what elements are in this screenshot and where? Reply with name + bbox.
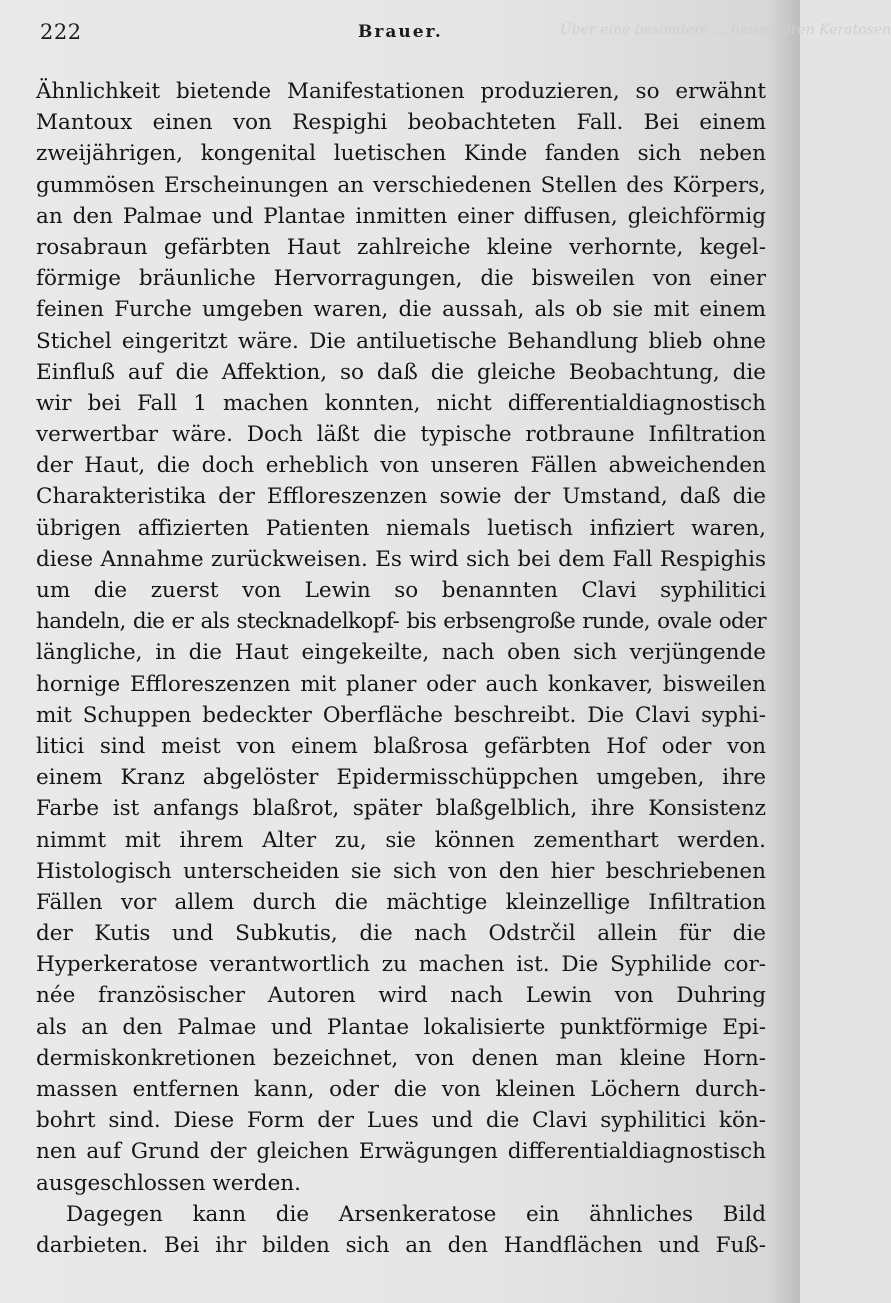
text-line: nimmt mit ihrem Alter zu, sie können zementhart werden.: [36, 827, 766, 853]
body-text: [36, 76, 766, 1261]
text-line: zweijährigen, kongenital luetischen Kinde fanden sich neben: [36, 141, 766, 167]
text-line: längliche, in die Haut eingekeilte, nach oben sich verjüngende: [36, 640, 766, 666]
text-line: litici sind meist von einem blaßrosa gefärbten Hof oder von: [36, 733, 766, 759]
text-line: Ähnlichkeit bietende Manifestationen produzieren, so erwähnt: [36, 79, 766, 104]
text-line: Farbe ist anfangs blaßrot, später blaßgelblich, ihre Konsistenz: [36, 796, 766, 822]
text-line: verwertbar wäre. Doch läßt die typische rotbraune Infiltration: [36, 422, 766, 448]
text-line: der Kutis und Subkutis, die nach Odstrčil allein für die: [36, 921, 766, 947]
running-head: [40, 16, 891, 50]
text-line: gummösen Erscheinungen an verschiedenen Stellen des Körpers,: [36, 172, 766, 198]
text-line: einem Kranz abgelöster Epidermisschüppchen umgeben, ihre: [36, 765, 766, 791]
text-line: Stichel eingeritzt wäre. Die antiluetische Behandlung blieb ohne: [36, 328, 766, 354]
text-line: an den Palmae und Plantae inmitten einer diffusen, gleichförmig: [36, 203, 766, 229]
text-line: nen auf Grund der gleichen Erwägungen differentialdiagnostisch: [36, 1139, 766, 1165]
text-line: mit Schuppen bedeckter Oberfläche beschreibt. Die Clavi syphi-: [36, 702, 766, 728]
text-line: née französischer Autoren wird nach Lewin von Duhring: [36, 983, 766, 1009]
bleed-through-text: Über eine besondere ... hereditären Keratosen: [560, 22, 891, 38]
text-line: hornige Effloreszenzen mit planer oder auch konkaver, bisweilen: [36, 671, 766, 697]
text-line: Fällen vor allem durch die mächtige kleinzellige Infiltration: [36, 889, 766, 915]
text-line: darbieten. Bei ihr bilden sich an den Handflächen und Fuß-: [36, 1232, 766, 1258]
text-line: handeln, die er als stecknadelkopf- bis erbsengroße runde, ovale oder: [36, 609, 766, 635]
text-line: förmige bräunliche Hervorragungen, die bisweilen von einer: [36, 266, 766, 292]
text-line: der Haut, die doch erheblich von unseren Fällen abweichenden: [36, 453, 766, 479]
text-line: Charakteristika der Effloreszenzen sowie der Umstand, daß die: [36, 484, 766, 510]
text-line: Hyperkeratose verantwortlich zu machen ist. Die Syphilide cor-: [36, 952, 766, 978]
text-line: wir bei Fall 1 machen konnten, nicht differentialdiagnostisch: [36, 390, 766, 416]
paragraph-end-line: ausgeschlossen werden.: [36, 1170, 301, 1196]
text-line: Histologisch unterscheiden sie sich von den hier beschriebenen: [36, 858, 766, 884]
text-line: übrigen affizierten Patienten niemals luetisch infiziert waren,: [36, 515, 766, 541]
running-head-author: Brauer.: [358, 22, 443, 42]
paragraph-start-line: Dagegen kann die Arsenkeratose ein ähnliches Bild: [66, 1201, 766, 1227]
text-line: um die zuerst von Lewin so benannten Clavi syphilitici: [36, 578, 766, 603]
text-line: feinen Furche umgeben waren, die aussah, als ob sie mit einem: [36, 297, 766, 323]
text-line: bohrt sind. Diese Form der Lues und die Clavi syphilitici kön-: [36, 1108, 766, 1134]
text-line: Einfluß auf die Affektion, so daß die gleiche Beobachtung, die: [36, 359, 766, 385]
text-line: dermiskonkretionen bezeichnet, von denen man kleine Horn-: [36, 1045, 766, 1071]
page-number: 222: [40, 20, 82, 44]
text-line: massen entfernen kann, oder die von kleinen Löchern durch-: [36, 1077, 766, 1102]
text-line: als an den Palmae und Plantae lokalisierte punktförmige Epi-: [36, 1014, 766, 1040]
text-line: rosabraun gefärbten Haut zahlreiche kleine verhornte, kegel-: [36, 234, 766, 260]
text-line: diese Annahme zurückweisen. Es wird sich bei dem Fall Respighis: [36, 546, 766, 572]
text-line: Mantoux einen von Respighi beobachteten Fall. Bei einem: [36, 110, 766, 136]
